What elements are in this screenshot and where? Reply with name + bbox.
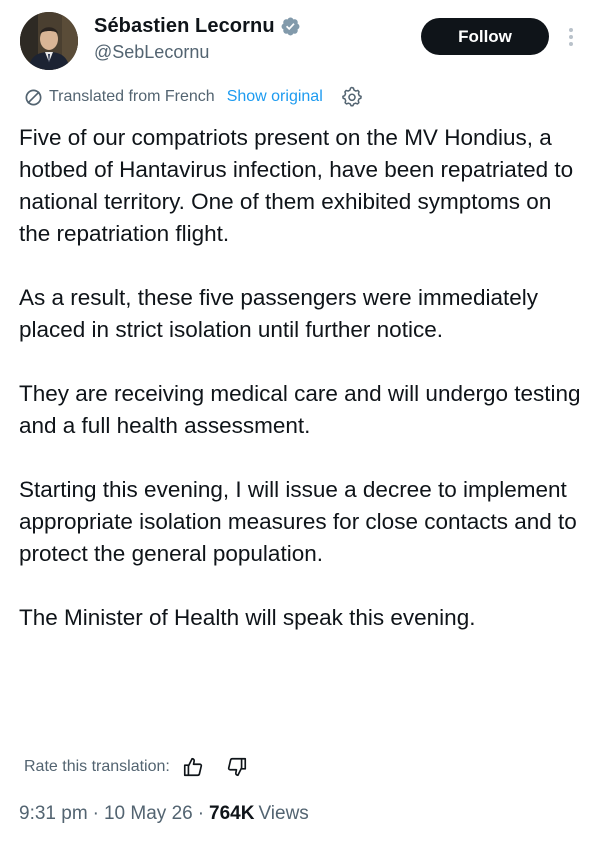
views-label: Views — [258, 803, 309, 824]
thumbs-up-icon[interactable] — [182, 756, 204, 778]
tweet-paragraph: Starting this evening, I will issue a decree to implement appropriate isolation measures for close contacts and to protect the general population. — [19, 477, 577, 566]
tweet-meta — [19, 803, 309, 825]
translate-icon — [24, 88, 43, 107]
verified-badge-icon[interactable] — [280, 16, 301, 37]
author-handle[interactable]: @SebLecornu — [94, 42, 210, 62]
meta-separator: · — [92, 803, 99, 824]
rate-translation-row — [24, 756, 248, 778]
thumbs-down-icon[interactable] — [226, 756, 248, 778]
show-original-link[interactable]: Show original — [226, 88, 323, 105]
tweet-paragraph: They are receiving medical care and will undergo testing and a full health assessment. — [19, 381, 581, 438]
tweet-text — [19, 122, 587, 634]
meta-separator: · — [197, 803, 205, 824]
gear-icon[interactable] — [341, 86, 363, 108]
translated-from-label: Translated from French — [49, 88, 215, 105]
tweet-paragraph: The Minister of Health will speak this evening. — [19, 605, 476, 630]
author-name[interactable]: Sébastien Lecornu — [94, 15, 275, 37]
tweet-paragraph: As a result, these five passengers were immediately placed in strict isolation until further notice. — [19, 285, 538, 342]
tweet-time[interactable]: 9:31 pm — [19, 803, 88, 824]
avatar[interactable] — [20, 12, 78, 70]
follow-button[interactable]: Follow — [421, 18, 549, 55]
tweet-paragraph: Five of our compatriots present on the MV Hondius, a hotbed of Hantavirus infection, have been repatriated to national territory. One of them exhibited symptoms on the repatriation flight. — [19, 125, 574, 246]
avatar-photo — [20, 12, 78, 70]
translation-notice — [24, 86, 363, 108]
tweet-date[interactable]: 10 May 26 — [103, 803, 193, 824]
rate-translation-label: Rate this translation: — [24, 758, 170, 775]
author-name-row — [94, 15, 301, 38]
more-options-icon[interactable] — [565, 26, 577, 48]
views-count: 764K — [209, 803, 255, 824]
